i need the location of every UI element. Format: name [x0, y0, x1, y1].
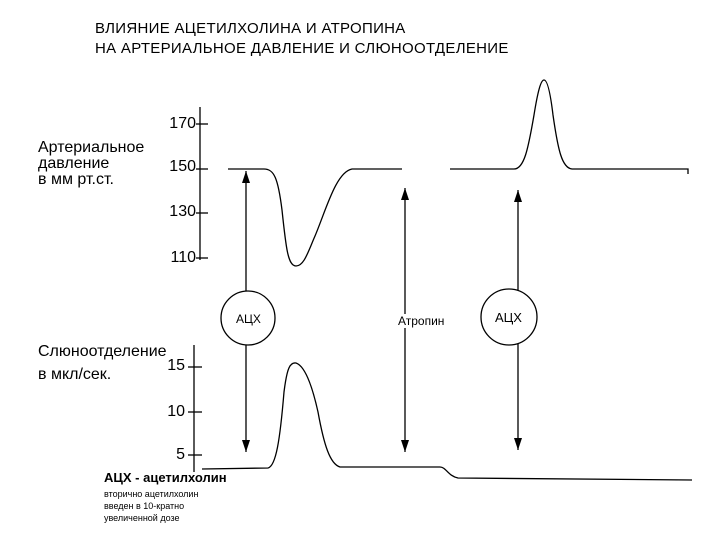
saliva-curve [202, 363, 692, 480]
title-line-2: НА АРТЕРИАЛЬНОЕ ДАВЛЕНИЕ И СЛЮНООТДЕЛЕНИЕ [95, 40, 509, 57]
title-line-1: ВЛИЯНИЕ АЦЕТИЛХОЛИНА И АТРОПИНА [95, 20, 406, 37]
pressure-curve-segment-1 [228, 169, 402, 266]
pressure-label-3: в мм рт.ст. [38, 171, 114, 188]
pressure-tick-170: 170 [169, 115, 196, 132]
saliva-label-1: Слюноотделение [38, 343, 167, 360]
saliva-tick-15: 15 [167, 357, 185, 374]
legend-ach: АЦХ - ацетилхолин [104, 470, 227, 485]
arrowhead-ach1-up [242, 171, 250, 183]
ach-marker-label-2: АЦХ [495, 310, 522, 325]
arrowhead-ach2-down [514, 438, 522, 450]
pressure-label-1: Артериальное [38, 139, 145, 156]
note-line-3: увеличенной дозе [104, 513, 180, 523]
saliva-tick-10: 10 [167, 403, 185, 420]
saliva-tick-5: 5 [176, 446, 185, 463]
arrowhead-ach1-down [242, 440, 250, 452]
ach-marker-label-1: АЦХ [236, 312, 261, 326]
pressure-tick-130: 130 [169, 203, 196, 220]
note-line-2: введен в 10-кратно [104, 501, 185, 511]
pressure-curve-segment-2 [450, 80, 688, 174]
saliva-label-2: в мкл/сек. [38, 366, 112, 383]
pressure-tick-150: 150 [169, 158, 196, 175]
note-line-1: вторично ацетилхолин [104, 489, 199, 499]
pressure-tick-110: 110 [170, 249, 196, 266]
arrowhead-ach2-up [514, 190, 522, 202]
pressure-label-2: давление [38, 155, 110, 172]
arrowhead-atropine-down [401, 440, 409, 452]
arrowhead-atropine-up [401, 188, 409, 200]
atropine-label: Атропин [398, 314, 445, 328]
